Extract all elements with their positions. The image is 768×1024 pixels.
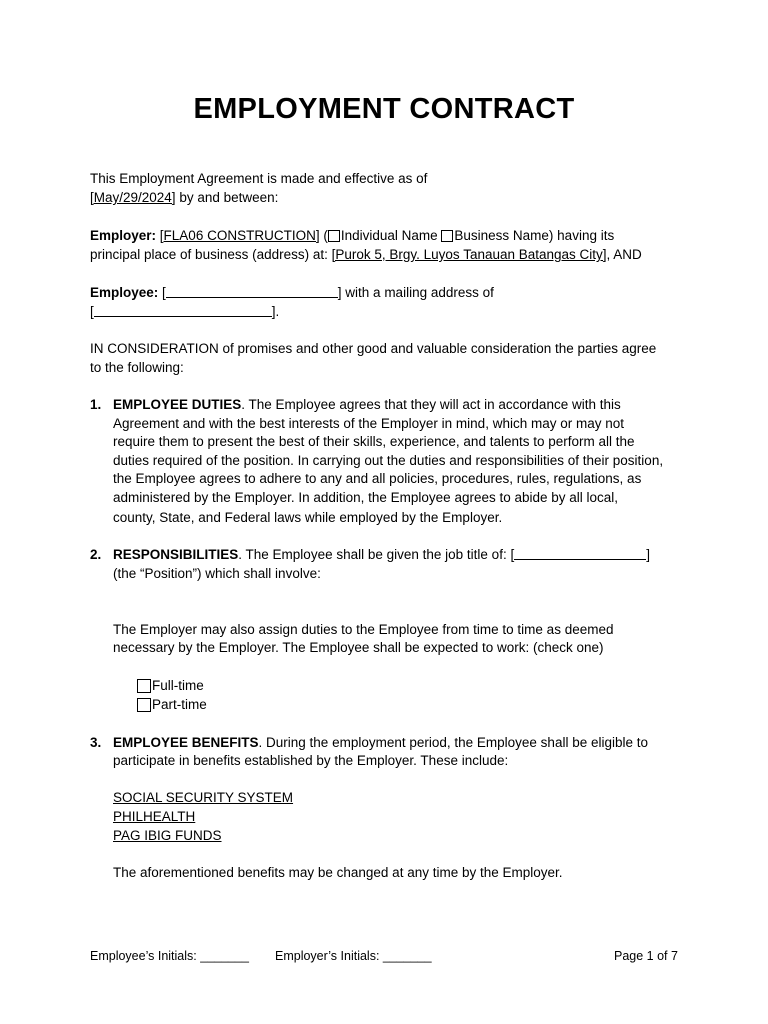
consideration-line-2: to the following: [90,360,184,375]
intro-date-line [90,189,278,208]
benefit-item: SOCIAL SECURITY SYSTEM [113,790,294,805]
section-3-heading: EMPLOYEE BENEFITS [113,735,259,750]
employee-initials: Employee’s Initials: _______ [90,949,249,963]
employee-bracket-close: ] with a mailing address of [337,285,494,300]
address-suffix: , AND [606,247,642,262]
business-name-label: Business Name) having its [454,228,615,243]
employee-name-field[interactable] [166,285,338,298]
employer-initials: Employer’s Initials: _______ [275,949,432,963]
full-time-label: Full-time [152,678,204,693]
job-title-close: ] [646,547,650,562]
employer-name: [FLA06 CONSTRUCTION] [159,228,320,243]
benefits-closing: The aforementioned benefits may be changed at any time by the Employer. [113,865,563,880]
benefit-item: PHILHEALTH [113,809,196,824]
page-number: Page 1 of 7 [614,949,678,963]
employee-address-open: [ [90,304,94,319]
section-1-line: Agreement and with the best interests of the Employer in mind, which may or may not [113,416,624,431]
employer-paren: ( [319,228,328,243]
section-1-line: administered by the Employer. In addition, the Employee agrees to abide by all local, [113,490,619,505]
section-1-line: the Employee agrees to adhere to any and all policies, procedures, rules, regulations, as [113,471,642,486]
section-1-line: require them to present the best of their skills, experience, and talents to perform all the [113,434,635,449]
section-1-line: county, State, and Federal laws while employed by the Employer. [113,510,503,525]
individual-name-checkbox[interactable] [328,230,340,242]
section-3-text: . During the employment period, the Employee shall be eligible to [258,735,649,750]
employee-address-close: ]. [271,304,280,319]
section-2-para-line-1: The Employer may also assign duties to the Employee from time to time as deemed [113,622,614,637]
effective-date: [May/29/2024] [90,190,176,205]
intro-after-date: by and between: [175,190,279,205]
employer-address-line [90,246,642,265]
employer-address: [Purok 5, Brgy. Luyos Tanauan Batangas City] [331,247,607,262]
full-time-checkbox[interactable] [137,679,151,693]
part-time-label: Part-time [152,697,207,712]
employee-address-line [90,303,279,322]
employee-line [90,284,494,303]
section-1-line-1 [113,396,621,415]
section-2-heading: RESPONSIBILITIES [113,547,239,562]
intro-line [90,170,427,189]
employee-bracket-open: [ [158,285,166,300]
section-1-text: . The Employee agrees that they will act in accordance with this [241,397,621,412]
business-name-checkbox[interactable] [441,230,453,242]
section-1-line: duties required of the position. In carrying out the duties and responsibilities of their position, [113,453,664,468]
employee-label: Employee: [90,285,159,300]
section-1-number: 1. [90,397,102,412]
part-time-checkbox[interactable] [137,698,151,712]
employer-label: Employer: [90,228,157,243]
individual-name-label: Individual Name [340,228,442,243]
option-part-time [137,696,207,715]
section-2-text: . The Employee shall be given the job title of: [ [238,547,515,562]
document-title: EMPLOYMENT CONTRACT [193,93,575,125]
section-2-number: 2. [90,547,102,562]
consideration-line-1: IN CONSIDERATION of promises and other good and valuable consideration the parties agree [90,341,657,356]
section-2-line-1 [113,546,650,565]
address-prefix: principal place of business (address) at: [90,247,332,262]
employee-address-field[interactable] [94,304,272,317]
section-3-line-1 [113,734,648,753]
section-1-heading: EMPLOYEE DUTIES [113,397,242,412]
job-title-field[interactable] [514,547,646,560]
intro-text: This Employment Agreement is made and effective as of [90,171,428,186]
option-full-time [137,677,204,696]
section-3-number: 3. [90,735,102,750]
section-2-para-line-2: necessary by the Employer. The Employee shall be expected to work: (check one) [113,640,604,655]
section-2-line-2: (the “Position”) which shall involve: [113,566,321,581]
section-3-line-2: participate in benefits established by the Employer. These include: [113,753,509,768]
employer-line [90,227,614,246]
benefit-item: PAG IBIG FUNDS [113,828,222,843]
